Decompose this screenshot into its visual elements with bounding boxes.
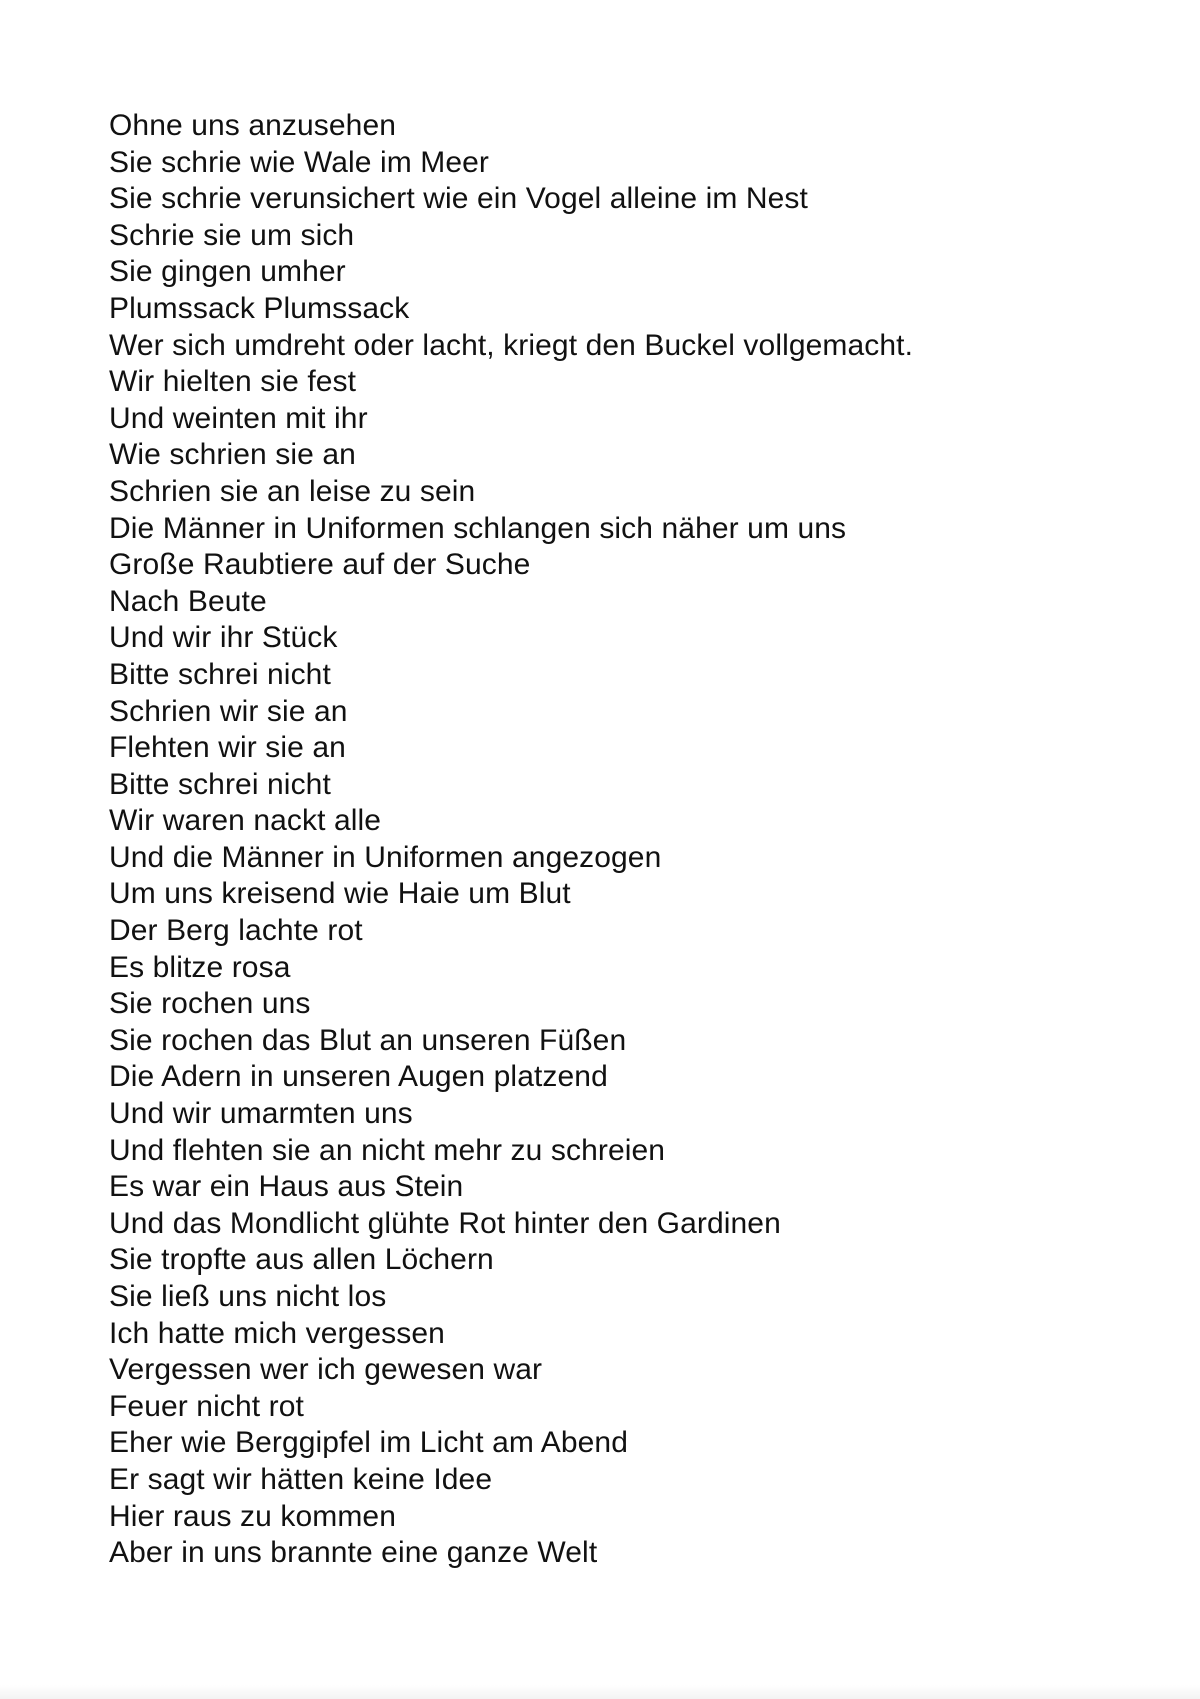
- poem-line: Und die Männer in Uniformen angezogen: [109, 840, 662, 874]
- poem-line: Schrie sie um sich: [109, 218, 355, 252]
- poem-line: Nach Beute: [109, 584, 267, 618]
- poem-line: Sie schrie verunsichert wie ein Vogel alleine im Nest: [109, 182, 808, 216]
- poem-line: Sie tropfte aus allen Löchern: [109, 1243, 494, 1277]
- poem-line: Große Raubtiere auf der Suche: [109, 548, 531, 582]
- poem-line: Um uns kreisend wie Haie um Blut: [109, 877, 571, 911]
- poem-line: Ohne uns anzusehen: [109, 109, 397, 142]
- page-bottom-edge: [0, 1685, 1200, 1699]
- poem-line: Schrien wir sie an: [109, 694, 348, 728]
- poem-text: [109, 108, 913, 1572]
- poem-line: Es blitze rosa: [109, 950, 291, 984]
- poem-line: Ich hatte mich vergessen: [109, 1316, 445, 1350]
- poem-line: Es war ein Haus aus Stein: [109, 1170, 464, 1204]
- poem-line: Schrien sie an leise zu sein: [109, 474, 476, 508]
- poem-line: Wir waren nackt alle: [109, 804, 382, 838]
- poem-line: Und flehten sie an nicht mehr zu schreien: [109, 1133, 666, 1167]
- poem-line: Vergessen wer ich gewesen war: [109, 1353, 543, 1387]
- poem-line: Und wir ihr Stück: [109, 621, 338, 655]
- poem-line: Sie gingen umher: [109, 255, 346, 289]
- poem-line: Hier raus zu kommen: [109, 1499, 396, 1533]
- poem-line: Und weinten mit ihr: [109, 401, 368, 435]
- poem-line: Die Männer in Uniformen schlangen sich näher um uns: [109, 511, 847, 545]
- poem-line: Plumssack Plumssack: [109, 291, 410, 325]
- poem-line: Der Berg lachte rot: [109, 914, 363, 948]
- poem-line: Sie rochen das Blut an unseren Füßen: [109, 1023, 627, 1057]
- poem-line: Sie rochen uns: [109, 987, 311, 1021]
- poem-line: Bitte schrei nicht: [109, 767, 331, 801]
- poem-line: Aber in uns brannte eine ganze Welt: [109, 1536, 598, 1570]
- poem-line: Bitte schrei nicht: [109, 657, 331, 691]
- poem-line: Wir hielten sie fest: [109, 365, 357, 399]
- poem-line: Er sagt wir hätten keine Idee: [109, 1462, 493, 1496]
- poem-line: Und das Mondlicht glühte Rot hinter den Gardinen: [109, 1206, 781, 1240]
- poem-line: Flehten wir sie an: [109, 731, 346, 765]
- poem-line: Wie schrien sie an: [109, 438, 356, 472]
- poem-line: Sie schrie wie Wale im Meer: [109, 145, 490, 179]
- poem-line: Die Adern in unseren Augen platzend: [109, 1060, 608, 1094]
- poem-line: Und wir umarmten uns: [109, 1097, 413, 1131]
- poem-line: Eher wie Berggipfel im Licht am Abend: [109, 1426, 628, 1460]
- poem-line: Feuer nicht rot: [109, 1389, 304, 1423]
- poem-line: Sie ließ uns nicht los: [109, 1280, 387, 1313]
- poem-line: Wer sich umdreht oder lacht, kriegt den Buckel vollgemacht.: [109, 328, 914, 362]
